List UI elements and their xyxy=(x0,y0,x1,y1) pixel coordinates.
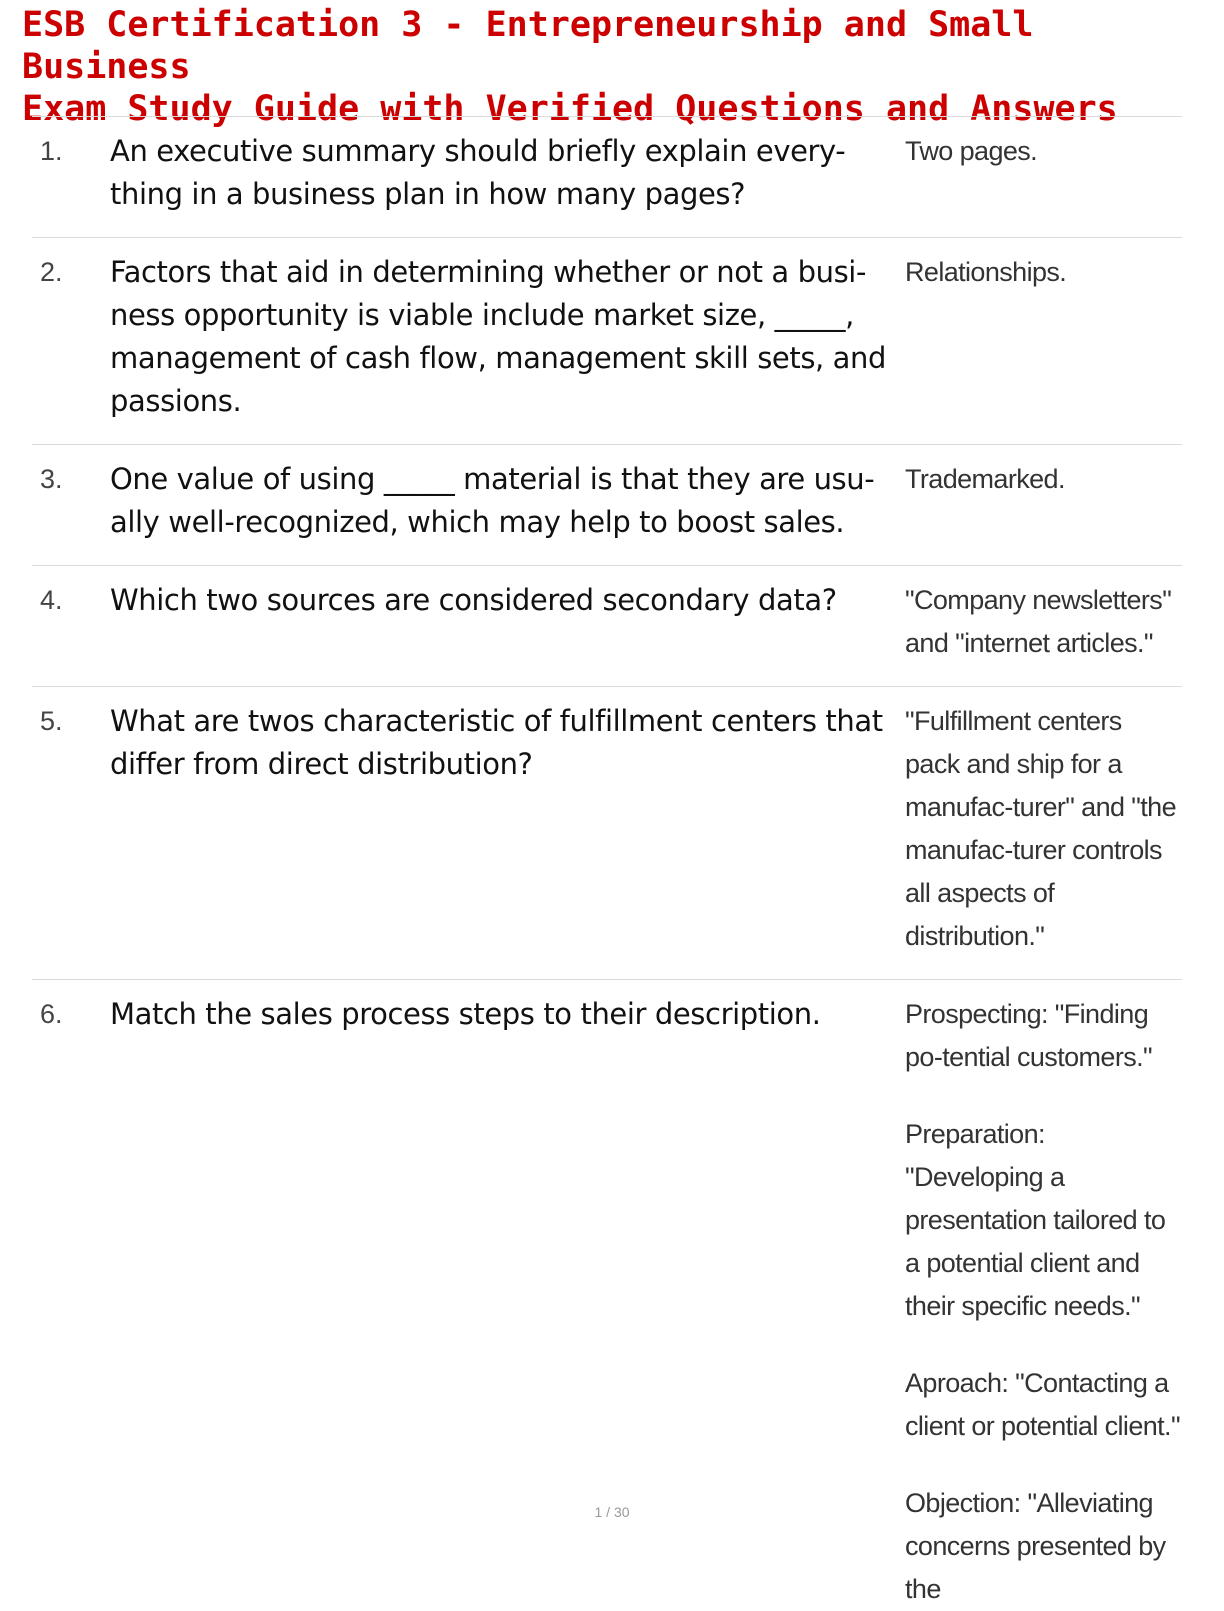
answer-text xyxy=(905,579,1182,665)
question-number: 5. xyxy=(40,706,63,736)
answer-paragraph: "Fulfillment centers pack and ship for a manufac-turer" and "the manufac-turer controls all aspects of distribution." xyxy=(905,706,1177,951)
answer-paragraph: Trademarked. xyxy=(905,464,1065,494)
answer-paragraph: Two pages. xyxy=(905,136,1038,166)
question-number: 2. xyxy=(40,257,63,287)
question-list xyxy=(32,116,1182,1611)
question-row xyxy=(32,687,1182,980)
answer-paragraph: "Company newsletters" and "internet articles." xyxy=(905,585,1172,658)
question-text: Factors that aid in determining whether or not a busi-ness opportunity is viable include market size, _____, management of cash flow, management skill sets, and passions. xyxy=(110,255,887,418)
page-number: 1 / 30 xyxy=(594,1504,630,1520)
question-text: One value of using _____ material is that they are usu-ally well-recognized, which may help to boost sales. xyxy=(110,462,875,539)
question-text: Which two sources are considered secondary data? xyxy=(110,583,837,617)
answer-paragraph: Relationships. xyxy=(905,257,1067,287)
answer-paragraph: Aproach: "Contacting a client or potential client." xyxy=(905,1368,1180,1441)
question-number: 6. xyxy=(40,999,63,1029)
question-number: 1. xyxy=(40,136,63,166)
answer-paragraph: Preparation: "Developing a presentation tailored to a potential client and their specific needs." xyxy=(905,1119,1166,1321)
title-line-2: Exam Study Guide with Verified Questions and Answers xyxy=(22,89,1118,129)
answer-text xyxy=(905,130,1182,173)
answer-paragraph: Prospecting: "Finding po-tential customers." xyxy=(905,999,1152,1072)
question-text: Match the sales process steps to their description. xyxy=(110,997,821,1031)
question-row xyxy=(32,445,1182,566)
answer-text xyxy=(905,458,1182,501)
answer-text xyxy=(905,251,1182,294)
question-text: What are twos characteristic of fulfillment centers that differ from direct distribution? xyxy=(110,704,883,781)
answer-text xyxy=(905,700,1182,958)
question-row xyxy=(32,117,1182,238)
title-line-1: ESB Certification 3 - Entrepreneurship and Small Business xyxy=(22,5,1034,87)
question-row xyxy=(32,566,1182,687)
document-title xyxy=(22,4,1217,130)
answer-paragraph: Objection: "Alleviating concerns presented by the xyxy=(905,1488,1166,1604)
question-row xyxy=(32,238,1182,445)
question-number: 4. xyxy=(40,585,63,615)
question-text: An executive summary should briefly explain every-thing in a business plan in how many pages? xyxy=(110,134,846,211)
question-number: 3. xyxy=(40,464,63,494)
